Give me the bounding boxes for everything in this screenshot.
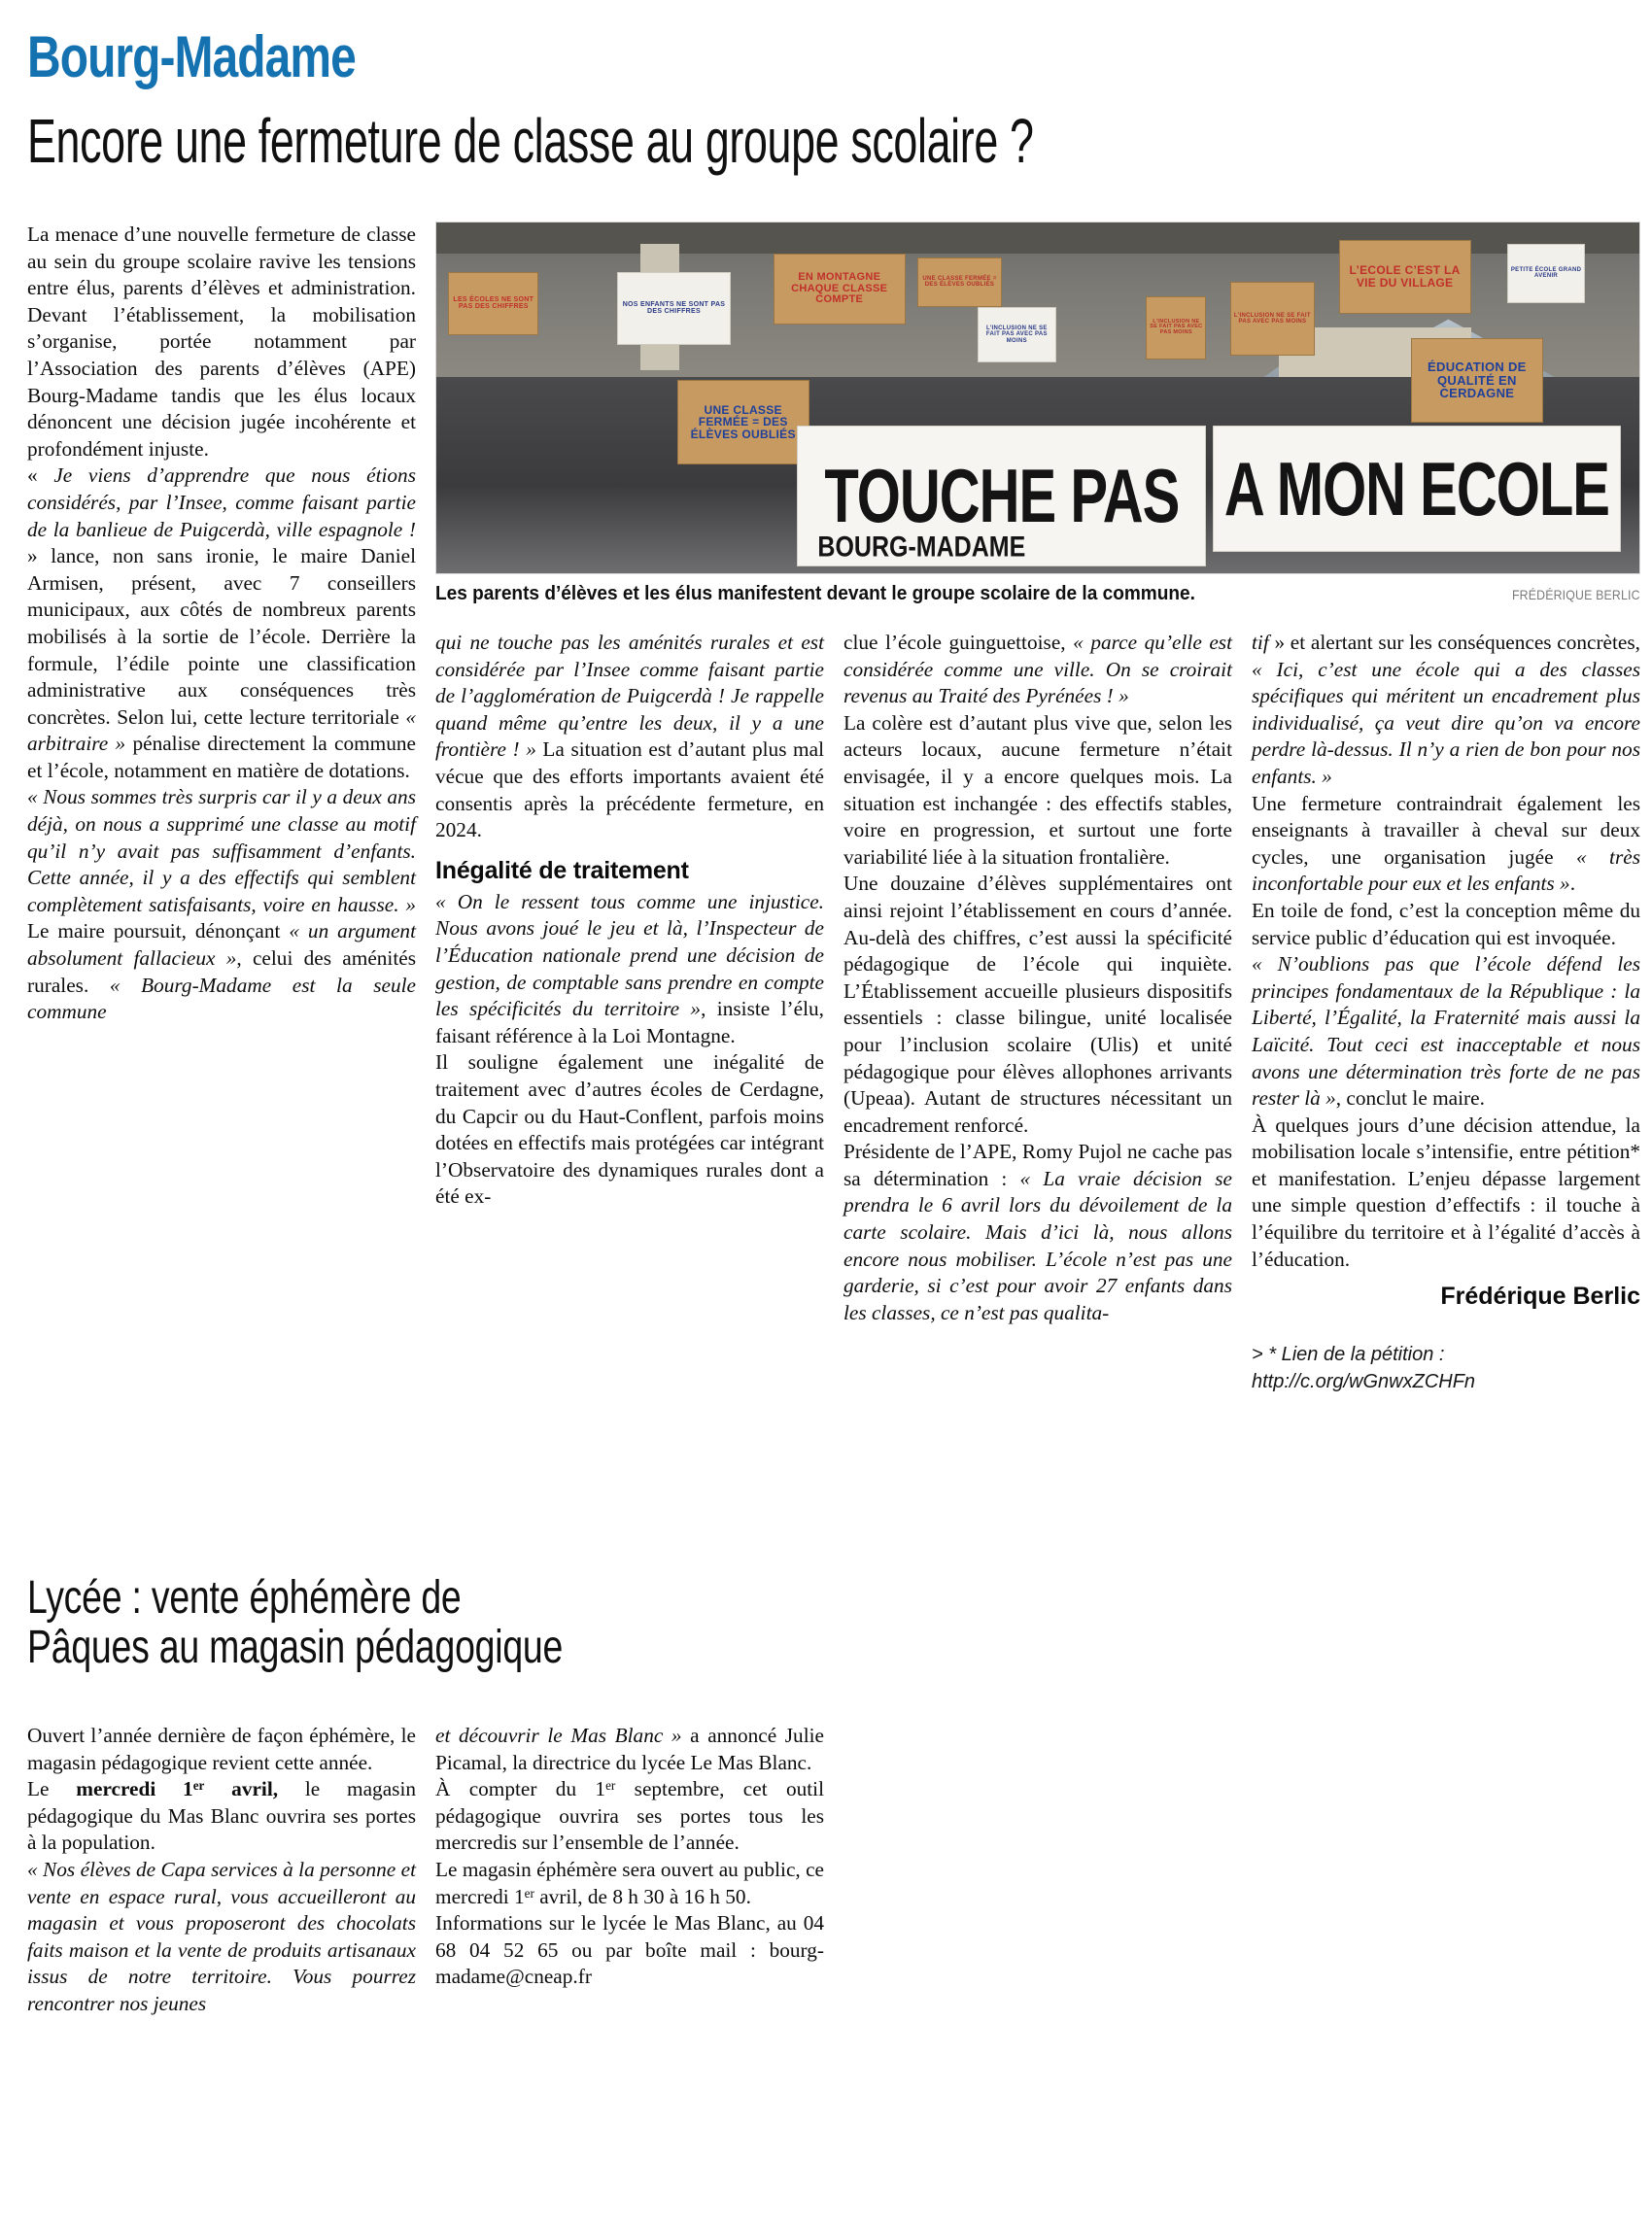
paragraph-quote-continued: qui ne touche pas les aménités rurales et est considérée par l’Insee comme faisant partie de l’agglomération de Puigcerdà ! Je rappelle quand même qu’entre les deux, il y a une frontière ! » La situation est d’autant plus mal vécue que des efforts importants avaient été consentis après la précédente fermeture, en 2024.	[435, 631, 824, 842]
petition-url[interactable]: http://c.org/wGnwxZCHFn	[1252, 1371, 1476, 1393]
banner-main-text: TOUCHE PAS	[824, 453, 1180, 539]
article1-column-2	[435, 630, 824, 1211]
protest-sign: L’INCLUSION NE SE FAIT PAS AVEC PAS MOINS	[1146, 296, 1206, 360]
paragraph-horaires: Le magasin éphémère sera ouvert au public, ce mercredi 1er avril, de 8 h 30 à 16 h 50.	[435, 1857, 824, 1908]
banner-main-text: A MON ECOLE	[1223, 446, 1609, 532]
paragraph-contact: Informations sur le lycée le Mas Blanc, au 04 68 04 52 65 ou par boîte mail : bourg-madame@cneap.fr	[435, 1911, 824, 1989]
protest-banner-left	[797, 426, 1206, 565]
article-kicker-bourg-madame: Bourg-Madame	[27, 24, 356, 89]
protest-sign: LES ÉCOLES NE SONT PAS DES CHIFFRES	[448, 272, 538, 335]
protest-sign: ÉDUCATION DE QUALITÉ EN CERDAGNE	[1411, 338, 1543, 423]
photo-caption: Les parents d’élèves et les élus manifestent devant le groupe scolaire de la commune.	[435, 582, 1195, 604]
protest-sign: L’ECOLE C’EST LA VIE DU VILLAGE	[1339, 240, 1471, 314]
photo-credit: FRÉDÉRIQUE BERLIC	[1512, 587, 1640, 602]
paragraph-republique: « N’oublions pas que l’école défend les principes fondamentaux de la République : la Liberté, l’Égalité, la Fraternité mais aussi la Laïcité. Tout ceci est inacceptable et nous avons une détermination très forte de ne pas rester là », conclut le maire.	[1252, 952, 1640, 1111]
paragraph-quote-eleves: « Nos élèves de Capa services à la personne et vente en espace rural, vous accueilleront au magasin et vous proposeront des chocolats faits maison et la vente de produits artisanaux issus de notre territoire. Vous pourrez rencontrer nos jeunes	[27, 1857, 416, 2015]
paragraph-service-public: En toile de fond, c’est la conception même du service public d’éducation qui est invoquée.	[1252, 898, 1640, 949]
protest-sign: UNE CLASSE FERMÉE = DES ÉLÈVES OUBLIÉS	[917, 257, 1002, 307]
article-headline-main: Encore une fermeture de classe au groupe scolaire ?	[27, 106, 1034, 176]
protest-sign: L’INCLUSION NE SE FAIT PAS AVEC PAS MOINS	[978, 307, 1055, 363]
article2-column-1	[27, 1723, 416, 2018]
paragraph-septembre: À compter du 1er septembre, cet outil pédagogique ouvrira ses portes tous les mercredis sur l’ensemble de l’année.	[435, 1777, 825, 1855]
protest-photo	[435, 222, 1640, 574]
protest-sign: UNE CLASSE FERMÉE = DES ÉLÈVES OUBLIÉS	[677, 380, 809, 464]
paragraph-inequality: Il souligne également une inégalité de traitement avec d’autres écoles de Cerdagne, du Capcir ou du Haut-Conflent, parfois moins dotées en effectifs mais protégées car intégrant l’Observatoire des dynamiques rurales dont a été ex-	[435, 1050, 824, 1209]
protest-sign: NOS ENFANTS NE SONT PAS DES CHIFFRES	[617, 272, 732, 346]
protest-sign: EN MONTAGNE CHAQUE CLASSE COMPTE	[774, 254, 906, 324]
article2-headline-line-2: Pâques au magasin pédagogique	[27, 1622, 564, 1673]
paragraph-ape: Présidente de l’APE, Romy Pujol ne cache pas sa détermination : « La vraie décision se prendra le 6 avril lors du dévoilement de la carte scolaire. Mais d’ici là, nous allons encore nous mobiliser. L’école n’est pas une garderie, si c’est pour avoir 27 enfants dans les classes, ce n’est pas qualita-	[843, 1140, 1232, 1324]
paragraph-quote-continued: et découvrir le Mas Blanc » a annoncé Julie Picamal, la directrice du lycée Le Mas Blanc.	[435, 1724, 824, 1774]
section-subheading: Inégalité de traitement	[435, 856, 689, 884]
paragraph-guinguette: clue l’école guinguettoise, « parce qu’elle est considérée comme une ville. On se croirait revenus au Traité des Pyrénées ! »	[843, 631, 1232, 708]
petition-label: > * Lien de la pétition :	[1252, 1344, 1445, 1366]
article2-headline-line-1: Lycée : vente éphémère de	[27, 1572, 462, 1624]
paragraph-consequences: tif » et alertant sur les conséquences concrètes, « Ici, c’est une école qui a des classes spécifiques qui méritent un encadrement plus individualisé, ça veut dire qu’on va encore perdre là-dessus. Il n’y a rien de bon pour nos enfants. »	[1252, 631, 1640, 788]
paragraph-quote-1: « Je viens d’apprendre que nous étions considérés, par l’Insee, comme faisant partie de la banlieue de Puigcerdà, ville espagnole ! » lance, non sans ironie, le maire Daniel Armisen, présent, avec 7 conseillers municipaux, aux côtés de nombreux parents mobilisés à la sortie de l’école. Derrière la formule, l’édile pointe une classification administrative aux conséquences très concrètes. Selon lui, cette lecture territoriale « arbitraire » pénalise directement la commune et l’école, notamment en matière de dotations.	[27, 463, 416, 782]
lead-paragraph: La menace d’une nouvelle fermeture de classe au sein du groupe scolaire ravive les tensions entre élus, parents d’élèves et administration. Devant l’établissement, la mobilisation s’organise, portée notamment par l’Association des parents d’élèves (APE) Bourg-Madame tandis que les élus locaux dénoncent une décision jugée incohérente et profondément injuste.	[27, 223, 416, 461]
article-byline: Frédérique Berlic	[1440, 1283, 1640, 1311]
protest-sign: PETITE ÉCOLE GRAND AVENIR	[1507, 244, 1585, 303]
petition-note	[1252, 1341, 1640, 1395]
photo-caption-bar	[435, 581, 1640, 610]
paragraph-colere: La colère est d’autant plus vive que, selon les acteurs locaux, aucune fermeture n’était envisagée, il y a encore quelques mois. La situation est inchangée : des effectifs stables, voire en progression, et surtout une forte variabilité liée à la situation frontalière.	[843, 710, 1232, 869]
article2-column-2	[435, 1723, 824, 1991]
paragraph-quote-3: « On le ressent tous comme une injustice. Nous avons joué le jeu et là, l’Inspecteur de l’Éducation nationale prend une décision de gestion, de comptable sans prendre en compte les spécificités du territoire », insiste l’élu, faisant référence à la Loi Montagne.	[435, 889, 824, 1047]
paragraph-quote-2: « Nous sommes très surpris car il y a deux ans déjà, on nous a supprimé une classe au motif qu’il n’y avait pas suffisamment d’enfants. Cette année, il y a des effectifs qui semblent complètement satisfaisants, voire en hausse. » Le maire poursuit, dénonçant « un argument absolument fallacieux », celui des aménités rurales. « Bourg-Madame est la seule commune	[27, 785, 417, 1024]
paragraph-effectifs: Une douzaine d’élèves supplémentaires ont ainsi rejoint l’établissement en cours d’année. Au-delà des chiffres, c’est aussi la spécificité pédagogique de l’école qui inquiète. L’Établissement accueille plusieurs dispositifs essentiels : classe bilingue, unité localisée pour l’inclusion scolaire (Ulis) et unité pédagogique pour élèves allophones arrivants (Upeaa). Autant de structures nécessitant un encadrement renforcé.	[843, 872, 1232, 1137]
banner-sub-text: BOURG-MADAME	[817, 530, 1026, 564]
article1-column-3	[843, 630, 1232, 1326]
article1-column-1	[27, 222, 416, 1026]
photo-scene	[436, 223, 1639, 573]
paragraph-intro: Ouvert l’année dernière de façon éphémère, le magasin pédagogique revient cette année.	[27, 1724, 416, 1774]
bold-date: mercredi 1er avril,	[76, 1777, 279, 1801]
article1-column-4	[1252, 630, 1640, 1395]
paragraph-conclusion: À quelques jours d’une décision attendue, la mobilisation locale s’intensifie, entre pétition* et manifestation. L’enjeu dépasse largement une simple question d’effectifs : il touche à l’équilibre du territoire et à l’égalité d’accès à l’éducation.	[1252, 1113, 1640, 1271]
paragraph-cycles: Une fermeture contraindrait également les enseignants à travailler à cheval sur deux cycles, une organisation jugée « très inconfortable pour eux et les enfants ».	[1252, 791, 1640, 896]
protest-sign: L’INCLUSION NE SE FAIT PAS AVEC PAS MOINS	[1230, 282, 1315, 356]
protest-banner-right	[1213, 426, 1622, 552]
article2-headline	[27, 1573, 921, 1672]
paragraph-date: Le mercredi 1er avril, le magasin pédagogique du Mas Blanc ouvrira ses portes à la population.	[27, 1777, 417, 1855]
